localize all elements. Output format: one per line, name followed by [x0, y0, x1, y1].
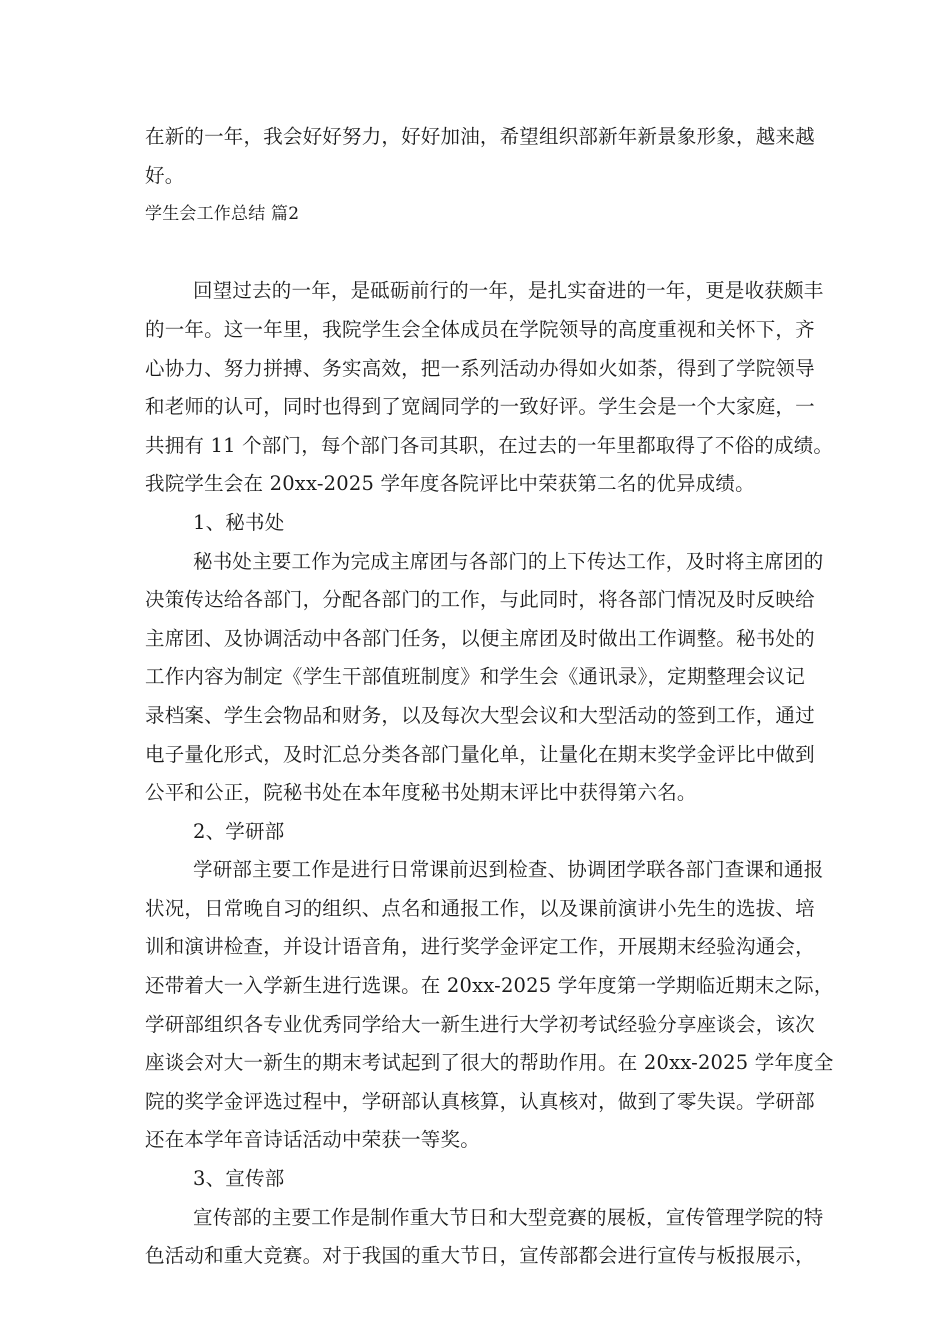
text-line: 好。 [145, 163, 185, 187]
text-line: 公平和公正，院秘书处在本年度秘书处期末评比中获得第六名。 [145, 781, 697, 805]
text-line: 心协力、努力拼搏、务实高效，把一系列活动办得如火如荼，得到了学院领导 [145, 356, 815, 380]
text-line: 还在本学年音诗话活动中荣获一等奖。 [145, 1128, 480, 1152]
text-line: 我院学生会在 20xx-2025 学年度各院评比中荣获第二名的优异成绩。 [145, 472, 755, 496]
text-line: 座谈会对大一新生的期末考试起到了很大的帮助作用。在 20xx-2025 学年度全 [145, 1051, 834, 1075]
subsection-heading: 1、秘书处 [193, 510, 285, 534]
text-line: 电子量化形式，及时汇总分类各部门量化单，让量化在期末奖学金评比中做到 [145, 742, 815, 766]
text-line: 还带着大一入学新生进行选课。在 20xx-2025 学年度第一学期临近期末之际， [145, 974, 834, 998]
text-line: 色活动和重大竞赛。对于我国的重大节日，宣传部都会进行宣传与板报展示， [145, 1244, 815, 1268]
paragraph-first-line: 学研部主要工作是进行日常课前迟到检查、协调团学联各部门查课和通报 [193, 858, 824, 882]
text-line: 在新的一年，我会好好努力，好好加油，希望组织部新年新景象形象，越来越 [145, 125, 815, 148]
text-line: 院的奖学金评选过程中，学研部认真核算，认真核对，做到了零失误。学研部 [145, 1089, 815, 1113]
paragraph-first-line: 秘书处主要工作为完成主席团与各部门的上下传达工作，及时将主席团的 [193, 549, 824, 573]
paragraph-first-line: 宣传部的主要工作是制作重大节日和大型竞赛的展板，宣传管理学院的特 [193, 1205, 824, 1229]
text-line: 的一年。这一年里，我院学生会全体成员在学院领导的高度重视和关怀下，齐 [145, 317, 815, 341]
paragraph-first-line: 回望过去的一年，是砥砺前行的一年，是扎实奋进的一年，更是收获颇丰 [193, 279, 824, 303]
text-line: 和老师的认可，同时也得到了宽阔同学的一致好评。学生会是一个大家庭，一 [145, 395, 815, 419]
text-line: 共拥有 11 个部门，每个部门各司其职，在过去的一年里都取得了不俗的成绩。 [145, 433, 834, 457]
text-line: 状况，日常晚自习的组织、点名和通报工作，以及课前演讲小先生的选拔、培 [145, 896, 815, 920]
text-line: 工作内容为制定《学生干部值班制度》和学生会《通讯录》，定期整理会议记 [145, 665, 806, 689]
text-line: 训和演讲检查，并设计语音角，进行奖学金评定工作，开展期末经验沟通会， [145, 935, 815, 959]
blank-line [145, 234, 810, 273]
text-line: 学研部组织各专业优秀同学给大一新生进行大学初考试经验分享座谈会，该次 [145, 1012, 815, 1036]
document-body [145, 118, 834, 1276]
subsection-heading: 2、学研部 [193, 819, 285, 843]
subsection-heading: 3、宣传部 [193, 1167, 285, 1191]
text-line: 录档案、学生会物品和财务，以及每次大型会议和大型活动的签到工作，通过 [145, 703, 815, 727]
section-title: 学生会工作总结 篇2 [145, 204, 300, 225]
text-line: 决策传达给各部门，分配各部门的工作，与此同时，将各部门情况及时反映给 [145, 588, 815, 612]
text-line: 主席团、及协调活动中各部门任务，以便主席团及时做出工作调整。秘书处的 [145, 626, 815, 650]
